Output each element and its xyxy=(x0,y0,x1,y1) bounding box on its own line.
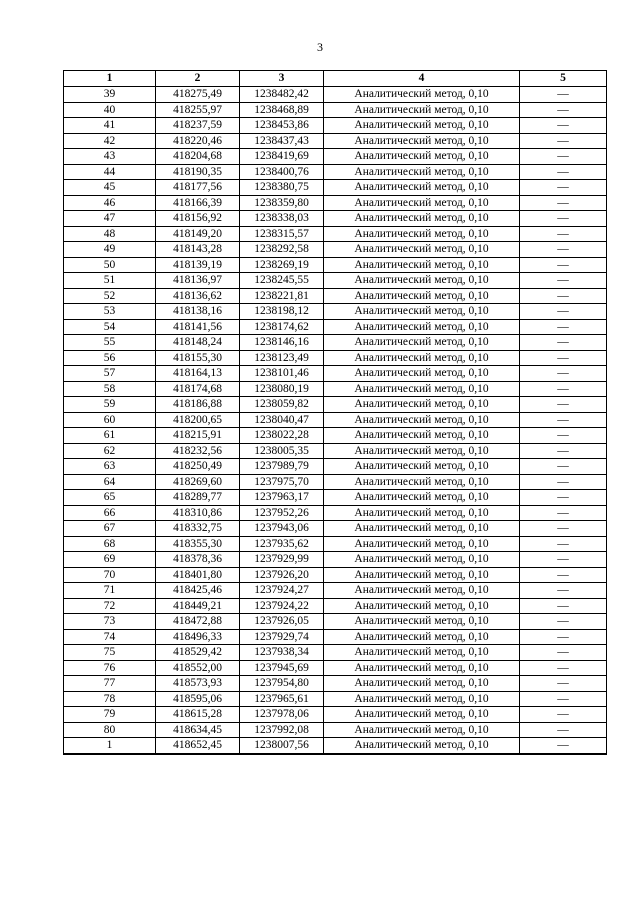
table-row xyxy=(64,366,607,382)
table-cell: Аналитический метод, 0,10 xyxy=(324,645,520,661)
table-cell: 1237938,34 xyxy=(240,645,324,661)
table-cell: 418138,16 xyxy=(156,304,240,320)
table-cell: 418595,06 xyxy=(156,691,240,707)
table-cell: Аналитический метод, 0,10 xyxy=(324,87,520,103)
table-cell: — xyxy=(520,226,607,242)
table-cell: — xyxy=(520,273,607,289)
table-cell: 58 xyxy=(64,381,156,397)
table-cell: Аналитический метод, 0,10 xyxy=(324,350,520,366)
table-cell: 1238080,19 xyxy=(240,381,324,397)
table-cell: 1237978,06 xyxy=(240,707,324,723)
table-cell: Аналитический метод, 0,10 xyxy=(324,459,520,475)
table-cell: 418164,13 xyxy=(156,366,240,382)
table-row xyxy=(64,118,607,134)
table-cell: — xyxy=(520,102,607,118)
table-row xyxy=(64,428,607,444)
table-row xyxy=(64,397,607,413)
table-cell: 418237,59 xyxy=(156,118,240,134)
table-cell: — xyxy=(520,459,607,475)
table-cell: 1237926,20 xyxy=(240,567,324,583)
table-cell: 40 xyxy=(64,102,156,118)
table-cell: Аналитический метод, 0,10 xyxy=(324,722,520,738)
table-row xyxy=(64,335,607,351)
table-cell: 418425,46 xyxy=(156,583,240,599)
table-cell: 1238101,46 xyxy=(240,366,324,382)
table-cell: 418136,62 xyxy=(156,288,240,304)
table-cell: — xyxy=(520,490,607,506)
table-cell: 79 xyxy=(64,707,156,723)
table-cell: 63 xyxy=(64,459,156,475)
table-cell: — xyxy=(520,738,607,754)
table-cell: 70 xyxy=(64,567,156,583)
table-cell: 1238123,49 xyxy=(240,350,324,366)
table-cell: — xyxy=(520,629,607,645)
table-row xyxy=(64,350,607,366)
table-cell: Аналитический метод, 0,10 xyxy=(324,335,520,351)
table-row xyxy=(64,490,607,506)
table-cell: Аналитический метод, 0,10 xyxy=(324,118,520,134)
table-cell: — xyxy=(520,521,607,537)
table-cell: — xyxy=(520,397,607,413)
table-cell: — xyxy=(520,288,607,304)
table-cell: 418166,39 xyxy=(156,195,240,211)
table-cell: — xyxy=(520,118,607,134)
coordinates-table xyxy=(63,70,607,755)
table-cell: 49 xyxy=(64,242,156,258)
table-row xyxy=(64,629,607,645)
table-cell: 39 xyxy=(64,87,156,103)
table-cell: 1238221,81 xyxy=(240,288,324,304)
table-cell: Аналитический метод, 0,10 xyxy=(324,738,520,754)
table-cell: Аналитический метод, 0,10 xyxy=(324,273,520,289)
table-cell: Аналитический метод, 0,10 xyxy=(324,474,520,490)
table-cell: 64 xyxy=(64,474,156,490)
table-cell: 47 xyxy=(64,211,156,227)
table-cell: — xyxy=(520,567,607,583)
table-cell: 1237975,70 xyxy=(240,474,324,490)
table-cell: 1238146,16 xyxy=(240,335,324,351)
table-cell: 43 xyxy=(64,149,156,165)
table-cell: 418615,28 xyxy=(156,707,240,723)
table-cell: — xyxy=(520,319,607,335)
table-cell: Аналитический метод, 0,10 xyxy=(324,598,520,614)
table-cell: — xyxy=(520,366,607,382)
table-row xyxy=(64,257,607,273)
table-cell: 418174,68 xyxy=(156,381,240,397)
table-cell: 1238419,69 xyxy=(240,149,324,165)
table-cell: Аналитический метод, 0,10 xyxy=(324,397,520,413)
table-cell: Аналитический метод, 0,10 xyxy=(324,629,520,645)
table-cell: — xyxy=(520,195,607,211)
table-cell: 62 xyxy=(64,443,156,459)
table-row xyxy=(64,459,607,475)
table-row xyxy=(64,195,607,211)
table-row xyxy=(64,691,607,707)
table-cell: 65 xyxy=(64,490,156,506)
table-row xyxy=(64,474,607,490)
table-cell: 418200,65 xyxy=(156,412,240,428)
column-header: 2 xyxy=(156,71,240,87)
table-cell: 1238292,58 xyxy=(240,242,324,258)
table-cell: — xyxy=(520,350,607,366)
table-cell: 55 xyxy=(64,335,156,351)
table-cell: — xyxy=(520,536,607,552)
table-cell: 418204,68 xyxy=(156,149,240,165)
table-cell: 418652,45 xyxy=(156,738,240,754)
column-header: 5 xyxy=(520,71,607,87)
table-cell: 418634,45 xyxy=(156,722,240,738)
table-cell: Аналитический метод, 0,10 xyxy=(324,242,520,258)
table-cell: 418496,33 xyxy=(156,629,240,645)
table-cell: 60 xyxy=(64,412,156,428)
table-row xyxy=(64,87,607,103)
table-cell: 418149,20 xyxy=(156,226,240,242)
column-header: 1 xyxy=(64,71,156,87)
table-cell: 69 xyxy=(64,552,156,568)
table-cell: Аналитический метод, 0,10 xyxy=(324,428,520,444)
table-row xyxy=(64,738,607,754)
table-cell: 50 xyxy=(64,257,156,273)
table-cell: 56 xyxy=(64,350,156,366)
table-cell: 418378,36 xyxy=(156,552,240,568)
table-cell: 418156,92 xyxy=(156,211,240,227)
table-row xyxy=(64,211,607,227)
table-cell: 68 xyxy=(64,536,156,552)
table-cell: 1237935,62 xyxy=(240,536,324,552)
table-cell: 66 xyxy=(64,505,156,521)
table-cell: 1237963,17 xyxy=(240,490,324,506)
table-row xyxy=(64,288,607,304)
table-cell: 418573,93 xyxy=(156,676,240,692)
table-cell: 1238400,76 xyxy=(240,164,324,180)
table-cell: 71 xyxy=(64,583,156,599)
table-cell: Аналитический метод, 0,10 xyxy=(324,180,520,196)
table-cell: 418401,80 xyxy=(156,567,240,583)
table-cell: 418275,49 xyxy=(156,87,240,103)
table-cell: Аналитический метод, 0,10 xyxy=(324,412,520,428)
table-cell: Аналитический метод, 0,10 xyxy=(324,521,520,537)
table-cell: Аналитический метод, 0,10 xyxy=(324,676,520,692)
table-cell: Аналитический метод, 0,10 xyxy=(324,536,520,552)
table-cell: 54 xyxy=(64,319,156,335)
table-cell: 1237965,61 xyxy=(240,691,324,707)
table-row xyxy=(64,242,607,258)
table-cell: — xyxy=(520,257,607,273)
table-row xyxy=(64,660,607,676)
table-cell: 73 xyxy=(64,614,156,630)
table-cell: Аналитический метод, 0,10 xyxy=(324,102,520,118)
table-cell: 418186,88 xyxy=(156,397,240,413)
table-cell: — xyxy=(520,335,607,351)
table-cell: 418449,21 xyxy=(156,598,240,614)
table-cell: Аналитический метод, 0,10 xyxy=(324,211,520,227)
table-cell: Аналитический метод, 0,10 xyxy=(324,490,520,506)
table-row xyxy=(64,102,607,118)
table-cell: 1238437,43 xyxy=(240,133,324,149)
table-cell: — xyxy=(520,412,607,428)
table-cell: 74 xyxy=(64,629,156,645)
table-cell: 1237952,26 xyxy=(240,505,324,521)
table-row xyxy=(64,722,607,738)
table-row xyxy=(64,598,607,614)
table-cell: — xyxy=(520,614,607,630)
table-cell: — xyxy=(520,691,607,707)
table-cell: 1237943,06 xyxy=(240,521,324,537)
table-cell: Аналитический метод, 0,10 xyxy=(324,567,520,583)
table-header-row xyxy=(64,71,607,87)
table-cell: — xyxy=(520,583,607,599)
table-cell: Аналитический метод, 0,10 xyxy=(324,614,520,630)
table-row xyxy=(64,707,607,723)
table-row xyxy=(64,521,607,537)
table-cell: 1238338,03 xyxy=(240,211,324,227)
table-cell: 1237992,08 xyxy=(240,722,324,738)
table-cell: 418220,46 xyxy=(156,133,240,149)
table-cell: 45 xyxy=(64,180,156,196)
table-cell: — xyxy=(520,164,607,180)
table-cell: 77 xyxy=(64,676,156,692)
table-cell: 1238359,80 xyxy=(240,195,324,211)
table-cell: Аналитический метод, 0,10 xyxy=(324,660,520,676)
table-cell: Аналитический метод, 0,10 xyxy=(324,226,520,242)
table-cell: 1238269,19 xyxy=(240,257,324,273)
table-cell: Аналитический метод, 0,10 xyxy=(324,707,520,723)
table-cell: 1238022,28 xyxy=(240,428,324,444)
table-cell: — xyxy=(520,505,607,521)
table-row xyxy=(64,614,607,630)
table-row xyxy=(64,443,607,459)
table-cell: 418332,75 xyxy=(156,521,240,537)
table-cell: 1238315,57 xyxy=(240,226,324,242)
table-cell: 1237924,22 xyxy=(240,598,324,614)
table-cell: — xyxy=(520,660,607,676)
table-cell: 418141,56 xyxy=(156,319,240,335)
table-cell: 1238245,55 xyxy=(240,273,324,289)
table-cell: 418355,30 xyxy=(156,536,240,552)
table-cell: 41 xyxy=(64,118,156,134)
table-cell: 418177,56 xyxy=(156,180,240,196)
table-cell: 418269,60 xyxy=(156,474,240,490)
table-cell: Аналитический метод, 0,10 xyxy=(324,304,520,320)
table-cell: Аналитический метод, 0,10 xyxy=(324,443,520,459)
table-cell: 42 xyxy=(64,133,156,149)
table-cell: — xyxy=(520,304,607,320)
table-cell: 1238482,42 xyxy=(240,87,324,103)
table-cell: 46 xyxy=(64,195,156,211)
table-cell: 1238059,82 xyxy=(240,397,324,413)
table-cell: Аналитический метод, 0,10 xyxy=(324,583,520,599)
table-cell: 418250,49 xyxy=(156,459,240,475)
table-cell: Аналитический метод, 0,10 xyxy=(324,288,520,304)
table-cell: 1237945,69 xyxy=(240,660,324,676)
table-cell: 1237926,05 xyxy=(240,614,324,630)
table-cell: 418289,77 xyxy=(156,490,240,506)
table-cell: Аналитический метод, 0,10 xyxy=(324,552,520,568)
table-cell: 1237929,74 xyxy=(240,629,324,645)
table-cell: — xyxy=(520,598,607,614)
table-cell: — xyxy=(520,87,607,103)
table-cell: — xyxy=(520,707,607,723)
table-cell: 418232,56 xyxy=(156,443,240,459)
table-cell: 76 xyxy=(64,660,156,676)
table-cell: 1 xyxy=(64,738,156,754)
table-cell: 78 xyxy=(64,691,156,707)
table-body xyxy=(64,87,607,754)
table-cell: — xyxy=(520,443,607,459)
table-cell: 80 xyxy=(64,722,156,738)
table-cell: 1237989,79 xyxy=(240,459,324,475)
table-cell: Аналитический метод, 0,10 xyxy=(324,164,520,180)
table-cell: 1238380,75 xyxy=(240,180,324,196)
table-cell: 48 xyxy=(64,226,156,242)
table-cell: 59 xyxy=(64,397,156,413)
table-cell: 1238453,86 xyxy=(240,118,324,134)
table-cell: — xyxy=(520,428,607,444)
table-cell: 57 xyxy=(64,366,156,382)
table-cell: Аналитический метод, 0,10 xyxy=(324,505,520,521)
table-row xyxy=(64,505,607,521)
table-row xyxy=(64,381,607,397)
table-cell: Аналитический метод, 0,10 xyxy=(324,149,520,165)
table-cell: 52 xyxy=(64,288,156,304)
table-row xyxy=(64,583,607,599)
table-cell: 44 xyxy=(64,164,156,180)
table-cell: 418552,00 xyxy=(156,660,240,676)
table-cell: Аналитический метод, 0,10 xyxy=(324,133,520,149)
table-cell: Аналитический метод, 0,10 xyxy=(324,195,520,211)
table-row xyxy=(64,412,607,428)
table-row xyxy=(64,273,607,289)
table-cell: 418148,24 xyxy=(156,335,240,351)
table-cell: 418529,42 xyxy=(156,645,240,661)
table-cell: 61 xyxy=(64,428,156,444)
table-cell: 1237954,80 xyxy=(240,676,324,692)
table-row xyxy=(64,149,607,165)
table-row xyxy=(64,304,607,320)
table-cell: 418136,97 xyxy=(156,273,240,289)
table-row xyxy=(64,164,607,180)
table-cell: 418143,28 xyxy=(156,242,240,258)
table-cell: 418139,19 xyxy=(156,257,240,273)
table-cell: Аналитический метод, 0,10 xyxy=(324,691,520,707)
table-cell: — xyxy=(520,722,607,738)
table-cell: — xyxy=(520,552,607,568)
table-row xyxy=(64,645,607,661)
table-cell: 51 xyxy=(64,273,156,289)
table-cell: 1238174,62 xyxy=(240,319,324,335)
table-row xyxy=(64,567,607,583)
table-row xyxy=(64,319,607,335)
column-header: 4 xyxy=(324,71,520,87)
table-cell: — xyxy=(520,149,607,165)
table-cell: 53 xyxy=(64,304,156,320)
table-cell: 1237924,27 xyxy=(240,583,324,599)
table-cell: 1238005,35 xyxy=(240,443,324,459)
page-number: 3 xyxy=(317,40,323,54)
table-cell: 67 xyxy=(64,521,156,537)
table-cell: 418215,91 xyxy=(156,428,240,444)
table-cell: Аналитический метод, 0,10 xyxy=(324,381,520,397)
table-cell: 72 xyxy=(64,598,156,614)
table-cell: — xyxy=(520,474,607,490)
table-row xyxy=(64,133,607,149)
table-row xyxy=(64,180,607,196)
column-header: 3 xyxy=(240,71,324,87)
table-row xyxy=(64,552,607,568)
table-cell: 418155,30 xyxy=(156,350,240,366)
table-cell: — xyxy=(520,381,607,397)
table-cell: 418310,86 xyxy=(156,505,240,521)
table-row xyxy=(64,536,607,552)
table-cell: Аналитический метод, 0,10 xyxy=(324,366,520,382)
table-cell: 1238198,12 xyxy=(240,304,324,320)
table-cell: 1238007,56 xyxy=(240,738,324,754)
table-cell: 75 xyxy=(64,645,156,661)
table-row xyxy=(64,226,607,242)
table-cell: Аналитический метод, 0,10 xyxy=(324,257,520,273)
table-cell: — xyxy=(520,180,607,196)
table-cell: 1238468,89 xyxy=(240,102,324,118)
table-cell: — xyxy=(520,211,607,227)
table-cell: 1237929,99 xyxy=(240,552,324,568)
table-cell: 418190,35 xyxy=(156,164,240,180)
table-cell: — xyxy=(520,676,607,692)
table-row xyxy=(64,676,607,692)
table-cell: 418472,88 xyxy=(156,614,240,630)
table-cell: — xyxy=(520,645,607,661)
table-cell: — xyxy=(520,133,607,149)
table-cell: 418255,97 xyxy=(156,102,240,118)
table-cell: 1238040,47 xyxy=(240,412,324,428)
table-cell: — xyxy=(520,242,607,258)
table-cell: Аналитический метод, 0,10 xyxy=(324,319,520,335)
